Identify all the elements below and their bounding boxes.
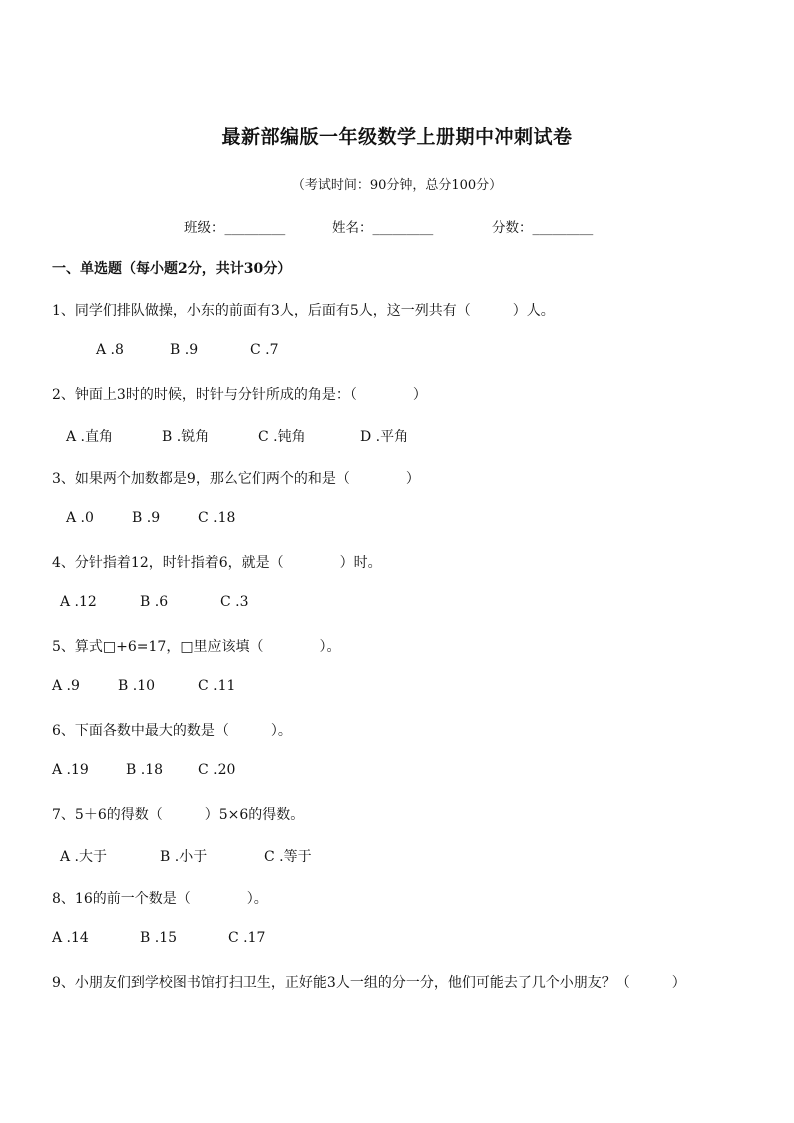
q3-option-b[interactable]: B .9 (132, 510, 161, 526)
question-8: 8、16的前一个数是（ ）。 (52, 891, 268, 907)
score-field[interactable]: 分数：_________ (492, 220, 594, 236)
q3-option-a[interactable]: A .0 (66, 510, 94, 526)
question-7: 7、5＋6的得数（ ）5×6的得数。 (52, 807, 305, 823)
q4-option-a[interactable]: A .12 (60, 594, 97, 610)
q7-option-b[interactable]: B .小于 (160, 849, 208, 865)
q2-option-b[interactable]: B .锐角 (162, 429, 210, 445)
q1-option-a[interactable]: A .8 (96, 342, 124, 358)
name-field[interactable]: 姓名：_________ (332, 220, 434, 236)
question-5: 5、算式□+6=17，□里应该填（ ）。 (52, 639, 341, 655)
exam-subtitle: （考试时间：90分钟，总分100分） (291, 178, 503, 193)
q3-option-c[interactable]: C .18 (198, 510, 236, 526)
question-6: 6、下面各数中最大的数是（ ）。 (52, 723, 292, 739)
q4-option-b[interactable]: B .6 (140, 594, 169, 610)
q2-option-a[interactable]: A .直角 (66, 429, 114, 445)
q1-option-c[interactable]: C .7 (250, 342, 279, 358)
q6-option-c[interactable]: C .20 (198, 762, 236, 778)
q5-option-c[interactable]: C .11 (198, 678, 236, 694)
q8-option-b[interactable]: B .15 (140, 930, 178, 946)
q2-option-d[interactable]: D .平角 (360, 429, 409, 445)
q5-option-a[interactable]: A .9 (52, 678, 80, 694)
page-title: 最新部编版一年级数学上册期中冲刺试卷 (221, 126, 573, 148)
q1-option-b[interactable]: B .9 (170, 342, 199, 358)
question-1: 1、同学们排队做操，小东的前面有3人，后面有5人，这一列共有（ ）人。 (52, 303, 555, 319)
question-2: 2、钟面上3时的时候，时针与分针所成的角是：（ ） (52, 387, 427, 403)
question-4: 4、分针指着12，时针指着6，就是（ ）时。 (52, 555, 382, 571)
q8-option-a[interactable]: A .14 (52, 930, 89, 946)
q5-option-b[interactable]: B .10 (118, 678, 156, 694)
class-field[interactable]: 班级：_________ (184, 220, 286, 236)
question-3: 3、如果两个加数都是9，那么它们两个的和是（ ） (52, 471, 420, 487)
q2-option-c[interactable]: C .钝角 (258, 429, 306, 445)
q6-option-b[interactable]: B .18 (126, 762, 164, 778)
q6-option-a[interactable]: A .19 (52, 762, 89, 778)
question-9: 9、小朋友们到学校图书馆打扫卫生，正好能3人一组的分一分，他们可能去了几个小朋友？（ ） (52, 975, 686, 991)
section-heading: 一、单选题（每小题2分，共计30分） (52, 261, 292, 277)
q4-option-c[interactable]: C .3 (220, 594, 249, 610)
q8-option-c[interactable]: C .17 (228, 930, 266, 946)
q7-option-c[interactable]: C .等于 (264, 849, 312, 865)
q7-option-a[interactable]: A .大于 (60, 849, 108, 865)
